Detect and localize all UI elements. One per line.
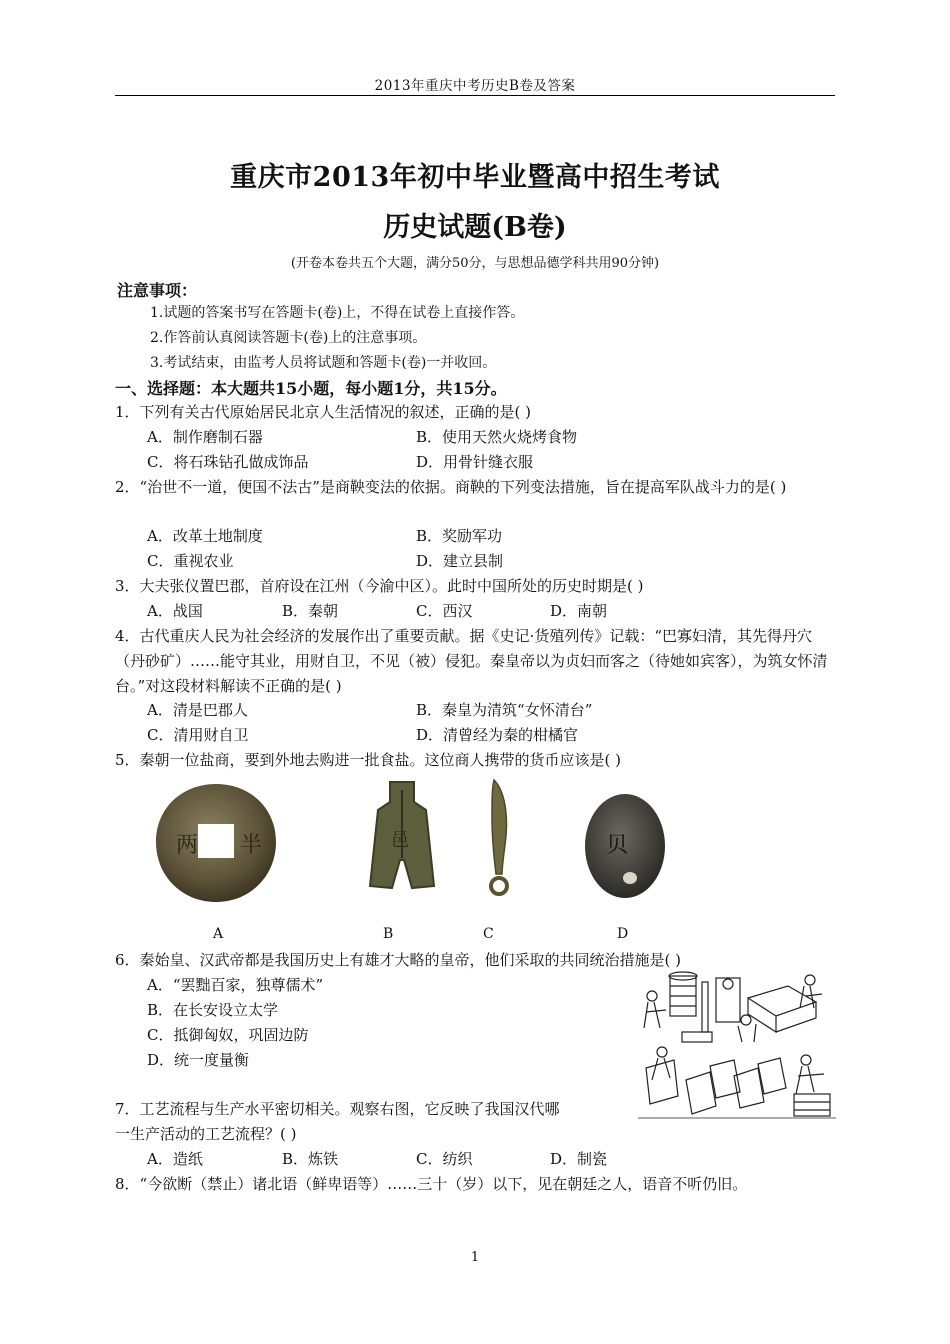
exam-title: 重庆市2013年初中毕业暨高中招生考试	[230, 162, 720, 193]
option: A．“罢黜百家，独尊儒术”	[147, 976, 324, 994]
exam-subtitle: 历史试题(B卷)	[383, 212, 567, 243]
question-stem: 7．工艺流程与生产水平密切相关。观察右图，它反映了我国汉代哪	[115, 1100, 560, 1118]
papermaking-illustration	[638, 968, 836, 1126]
notice-item: 2.作答前认真阅读答题卡(卷)上的注意事项。	[150, 330, 427, 346]
option: A．战国	[147, 602, 203, 620]
coin-b-image	[362, 780, 442, 892]
coin-a-glyph-left: 两	[176, 833, 199, 858]
coin-a-glyph-right: 半	[240, 833, 263, 858]
option: C．重视农业	[147, 552, 234, 570]
option: B．使用天然火烧烤食物	[416, 428, 578, 446]
option: B．秦朝	[282, 602, 339, 620]
coin-c-image	[480, 776, 520, 901]
option: C．西汉	[416, 602, 473, 620]
coin-label-c: C	[483, 926, 494, 942]
coin-d-glyph: 贝	[606, 833, 629, 858]
question-stem: 8．“今欲断（禁止）诸北语（鲜卑语等）……三十（岁）以下，见在朝廷之人，语音不听仍旧。	[115, 1175, 748, 1193]
exam-note: (开卷本卷共五个大题，满分50分，与思想品德学科共用90分钟)	[290, 256, 660, 271]
notice-item: 3.考试结束，由监考人员将试题和答题卡(卷)一并收回。	[150, 355, 497, 371]
option: A．造纸	[147, 1150, 203, 1168]
option: B．炼铁	[282, 1150, 339, 1168]
option: B．秦皇为清筑“女怀清台”	[416, 701, 593, 719]
question-stem: 3．大夫张仪置巴郡，首府设在江州（今渝中区）。此时中国所处的历史时期是( )	[115, 577, 644, 595]
option: D．清曾经为秦的柑橘官	[416, 726, 579, 744]
coin-label-a: A	[213, 926, 224, 942]
header-rule	[115, 95, 835, 96]
option: C．将石珠钻孔做成饰品	[147, 453, 309, 471]
question-stem: 4．古代重庆人民为社会经济的发展作出了重要贡献。据《史记·货殖列传》记载：“巴寡妇清，其先得丹穴（丹砂矿）……能守其业，用财自卫，不见（被）侵犯。秦皇帝以为贞妇而客之（待她如宾客），为筑女怀清台。”对这段材料解读不正确的是( )	[115, 627, 828, 695]
option: D．用骨针缝衣服	[416, 453, 534, 471]
question-stem: 1．下列有关古代原始居民北京人生活情况的叙述，正确的是( )	[115, 403, 532, 421]
option: A．清是巴郡人	[147, 701, 248, 719]
option: C．清用财自卫	[147, 726, 249, 744]
option: B．奖励军功	[416, 527, 503, 545]
option: D．制瓷	[550, 1150, 608, 1168]
option: A．改革土地制度	[147, 527, 263, 545]
page-number: 1	[470, 1250, 480, 1265]
option: D．统一度量衡	[147, 1051, 250, 1069]
option: A．制作磨制石器	[147, 428, 263, 446]
question-stem: 5．秦朝一位盐商，要到外地去购进一批食盐。这位商人携带的货币应该是( )	[115, 751, 622, 769]
coin-a-image	[150, 778, 282, 908]
coin-label-b: B	[383, 926, 394, 942]
option: B．在长安设立太学	[147, 1001, 279, 1019]
coin-b-glyph: 邑	[391, 830, 409, 851]
option: C．纺织	[416, 1150, 473, 1168]
coin-label-d: D	[617, 926, 629, 942]
option: C．抵御匈奴，巩固边防	[147, 1026, 309, 1044]
running-header: 2013年重庆中考历史B卷及答案	[374, 78, 576, 94]
notice-item: 1.试题的答案书写在答题卡(卷)上，不得在试卷上直接作答。	[150, 305, 525, 321]
question-stem-continued: 一生产活动的工艺流程？( )	[115, 1125, 297, 1143]
question-stem: 2．“治世不一道，便国不法古”是商鞅变法的依据。商鞅的下列变法措施，旨在提高军队战斗力的是( )	[115, 478, 787, 496]
coin-d-image	[578, 790, 672, 902]
option: D．南朝	[550, 602, 608, 620]
option: D．建立县制	[416, 552, 504, 570]
question-stem: 6．秦始皇、汉武帝都是我国历史上有雄才大略的皇帝，他们采取的共同统治措施是( )	[115, 951, 682, 969]
notice-heading: 注意事项：	[117, 281, 198, 300]
section-heading: 一、选择题：本大题共15小题，每小题1分，共15分。	[115, 379, 507, 398]
